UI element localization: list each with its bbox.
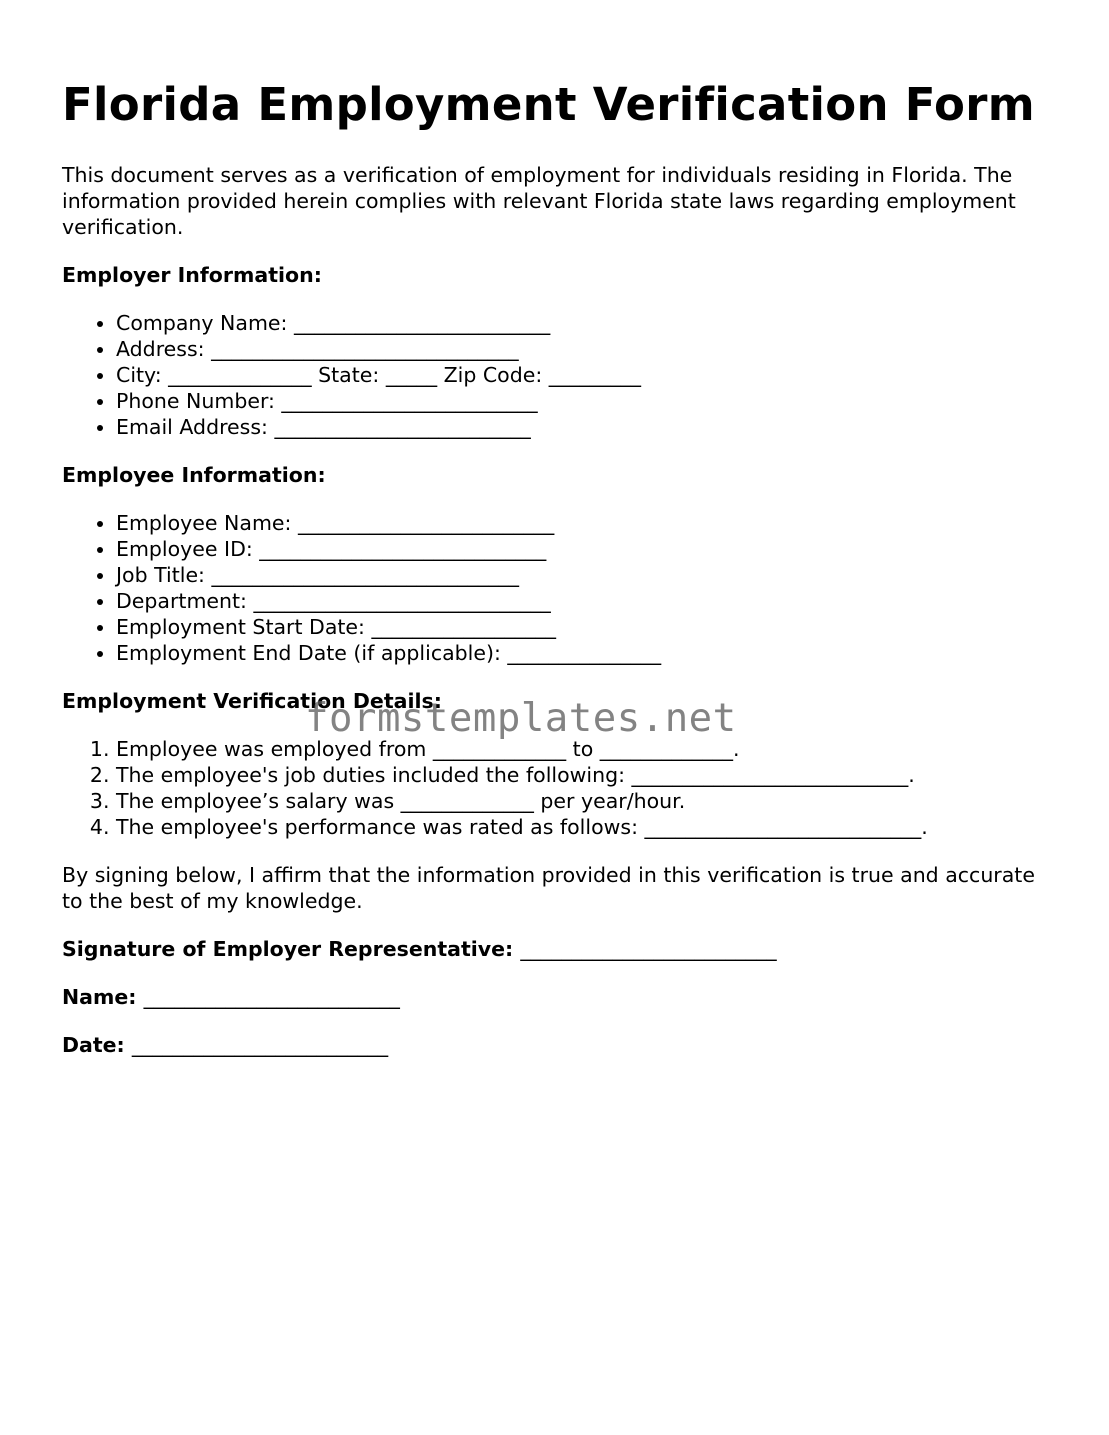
employee-section-heading: Employee Information:: [62, 463, 326, 487]
date-blank: _________________________: [131, 1033, 389, 1057]
name-line: [62, 984, 1062, 1010]
intro-paragraph: This document serves as a verification of employment for individuals residing in Florida. The information provided herein complies with relevant Florida state laws regarding employment verification.: [62, 163, 1016, 239]
document-page: [62, 76, 1062, 1058]
email-address-field: • Email Address: _________________________: [116, 414, 1062, 440]
date-label: Date:: [62, 1033, 125, 1057]
name-blank: _________________________: [143, 985, 400, 1009]
job-title-field: • Job Title: ______________________________: [116, 562, 1062, 588]
page-title: Florida Employment Verification Form: [62, 78, 1035, 131]
address-field: • Address: ______________________________: [116, 336, 1062, 362]
affirmation-paragraph: By signing below, I affirm that the information provided in this verification is true and accurate to the best of my knowledge.: [62, 863, 1035, 913]
company-name-field: • Company Name: _________________________: [116, 310, 1062, 336]
details-section-heading: Employment Verification Details:: [62, 689, 442, 713]
signature-blank: _________________________: [520, 937, 777, 961]
salary-item: 3. The employee’s salary was _____________ per year/hour.: [116, 788, 1062, 814]
employee-fields-list: [62, 510, 1062, 666]
date-line: [62, 1032, 1062, 1058]
employee-id-field: • Employee ID: ____________________________: [116, 536, 1062, 562]
department-field: • Department: _____________________________: [116, 588, 1062, 614]
end-date-field: • Employment End Date (if applicable): _______________: [116, 640, 1062, 666]
details-list: [62, 736, 1062, 840]
employer-section-heading: Employer Information:: [62, 263, 322, 287]
city-state-zip-field: • City: ______________ State: _____ Zip Code: _________: [116, 362, 1062, 388]
employer-fields-list: [62, 310, 1062, 440]
signature-line: [62, 936, 1062, 962]
phone-number-field: • Phone Number: _________________________: [116, 388, 1062, 414]
job-duties-item: 2. The employee's job duties included the following: ___________________________.: [116, 762, 1062, 788]
watermark: formstemplates.net: [305, 696, 737, 741]
signature-label: Signature of Employer Representative:: [62, 937, 514, 961]
name-label: Name:: [62, 985, 137, 1009]
employee-name-field: • Employee Name: _________________________: [116, 510, 1062, 536]
performance-item: 4. The employee's performance was rated as follows: ___________________________.: [116, 814, 1062, 840]
employment-period-item: 1. Employee was employed from _____________ to _____________.: [116, 736, 1062, 762]
start-date-field: • Employment Start Date: __________________: [116, 614, 1062, 640]
